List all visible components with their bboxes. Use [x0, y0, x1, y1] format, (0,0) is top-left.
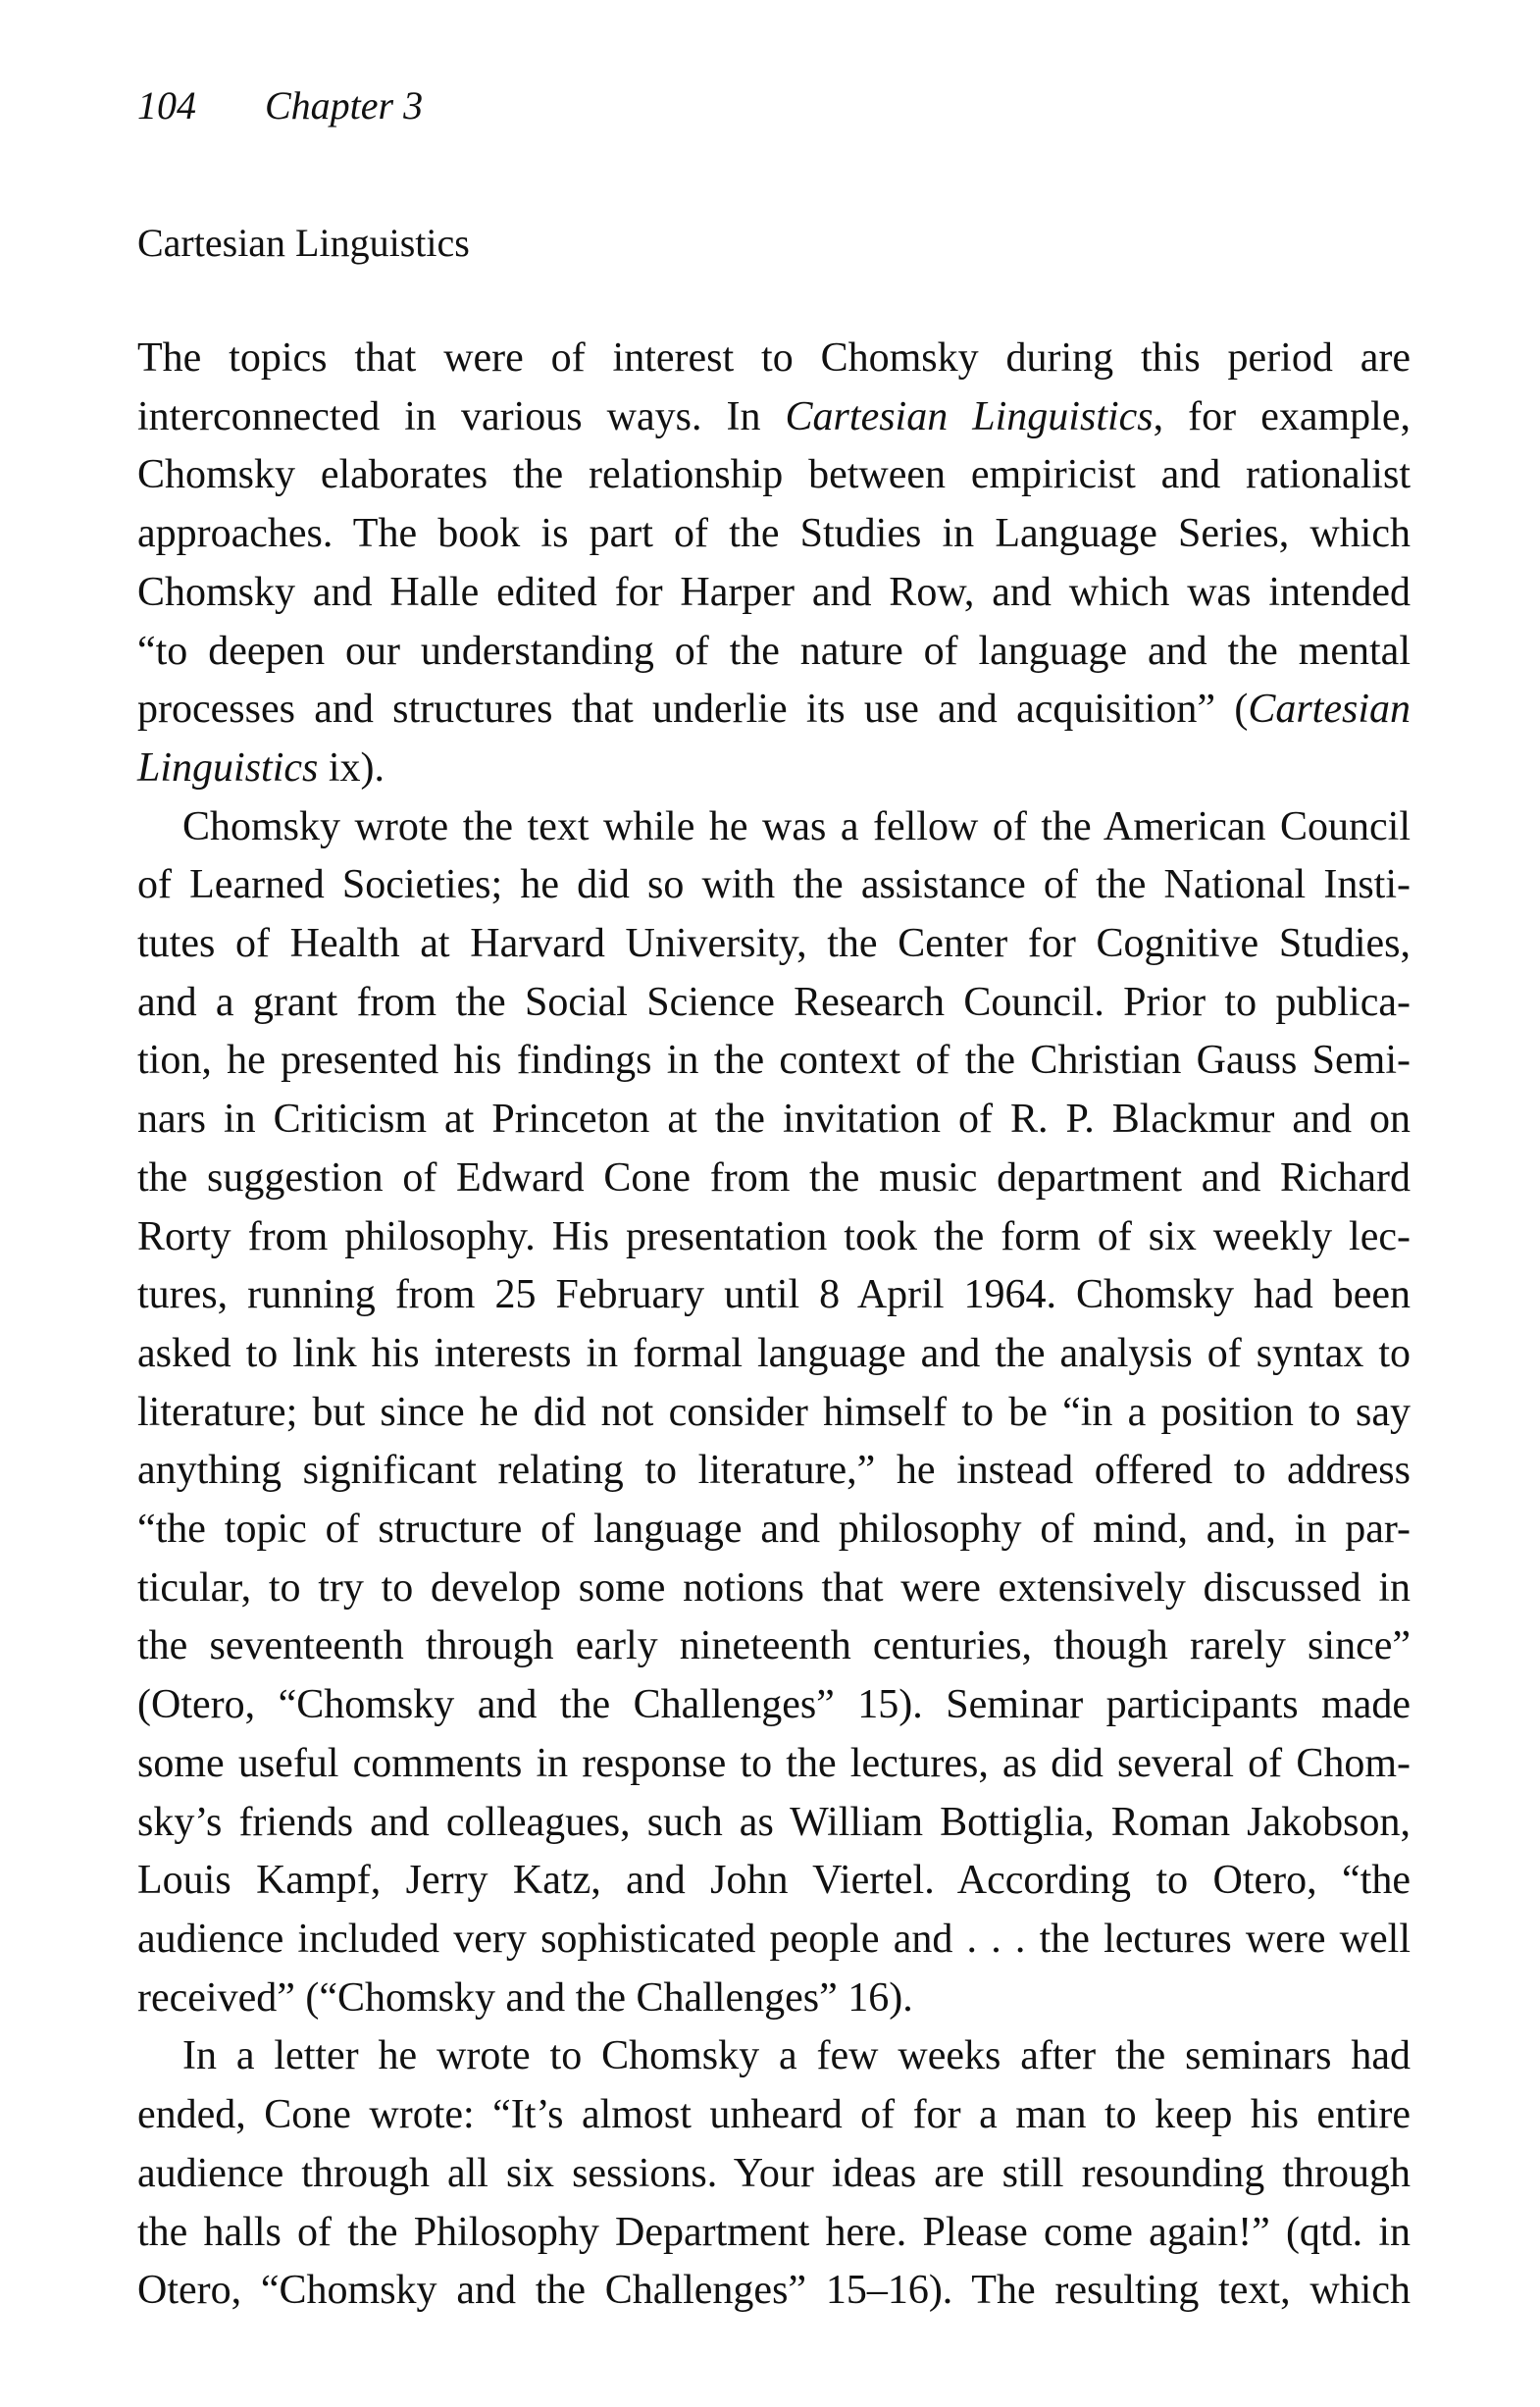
italic-title: Cartesian Linguistics — [785, 393, 1154, 439]
text-line: “to deepen our understanding of the nature of language and the mental — [137, 628, 1411, 674]
paragraph-1 — [137, 330, 1411, 798]
text-line: the seventeenth through early nineteenth centuries, though rarely since” — [137, 1623, 1411, 1669]
text-line: Rorty from philosophy. His presentation took the form of six weekly lec- — [137, 1213, 1411, 1259]
text-line: ticular, to try to develop some notions that were extensively discussed in — [137, 1564, 1411, 1611]
text-line: nars in Criticism at Princeton at the invitation of R. P. Blackmur and on — [137, 1097, 1411, 1143]
text-line: the suggestion of Edward Cone from the music department and Richard — [137, 1154, 1411, 1201]
text-line: Chomsky and Halle edited for Harper and Row, and which was intended — [137, 569, 1411, 615]
text-line: ended, Cone wrote: “It’s almost unheard of for a man to keep his entire — [137, 2092, 1411, 2138]
text-line: Linguistics ix). — [137, 744, 385, 791]
text-line: Chomsky wrote the text while he was a fellow of the American Council — [182, 803, 1411, 849]
text-line: interconnected in various ways. In Cartesian Linguistics, for example, — [137, 393, 1411, 439]
book-page — [137, 0, 1411, 2407]
text-line: audience included very sophisticated people and . . . the lectures were well — [137, 1916, 1411, 1962]
text-line: received” (“Chomsky and the Challenges” 16). — [137, 1974, 913, 2021]
text-line: literature; but since he did not consider himself to be “in a position to say — [137, 1389, 1411, 1435]
text-line: of Learned Societies; he did so with the assistance of the National Insti- — [137, 862, 1411, 908]
text-line: (Otero, “Chomsky and the Challenges” 15). Seminar participants made — [137, 1682, 1411, 1728]
section-heading: Cartesian Linguistics — [137, 221, 470, 265]
text-line: Louis Kampf, Jerry Katz, and John Viertel. According to Otero, “the — [137, 1858, 1411, 1904]
text-line: approaches. The book is part of the Studies in Language Series, which — [137, 511, 1411, 557]
text-line: and a grant from the Social Science Research Council. Prior to publica- — [137, 979, 1411, 1025]
text-line: some useful comments in response to the lectures, as did several of Chom- — [137, 1740, 1411, 1786]
text-line: tures, running from 25 February until 8 April 1964. Chomsky had been — [137, 1272, 1411, 1318]
text-line: the halls of the Philosophy Department here. Please come again!” (qtd. in — [137, 2209, 1411, 2255]
text-line: tutes of Health at Harvard University, the Center for Cognitive Studies, — [137, 921, 1411, 967]
text-line: audience through all six sessions. Your ideas are still resounding through — [137, 2150, 1411, 2196]
text-line: sky’s friends and colleagues, such as William Bottiglia, Roman Jakobson, — [137, 1799, 1411, 1845]
body-text — [137, 330, 1411, 2321]
italic-title: Linguistics — [137, 744, 319, 791]
text-line: Chomsky elaborates the relationship between empiricist and rationalist — [137, 452, 1411, 498]
text-line: tion, he presented his findings in the context of the Christian Gauss Semi- — [137, 1038, 1411, 1084]
text-line: In a letter he wrote to Chomsky a few weeks after the seminars had — [182, 2033, 1411, 2079]
italic-title: Cartesian — [1248, 687, 1411, 733]
text-line: The topics that were of interest to Chomsky during this period are — [137, 335, 1411, 381]
text-line: anything significant relating to literature,” he instead offered to address — [137, 1448, 1411, 1494]
text-line: “the topic of structure of language and philosophy of mind, and, in par- — [137, 1507, 1411, 1553]
chapter-title: Chapter 3 — [265, 83, 424, 128]
running-head — [137, 83, 424, 128]
paragraph-3 — [137, 2027, 1411, 2321]
text-line: Otero, “Chomsky and the Challenges” 15–16). The resulting text, which — [137, 2268, 1411, 2314]
text-line: asked to link his interests in formal language and the analysis of syntax to — [137, 1330, 1411, 1376]
paragraph-2 — [137, 798, 1411, 2028]
text-line: processes and structures that underlie its use and acquisition” (Cartesian — [137, 687, 1411, 733]
page-number: 104 — [137, 83, 196, 128]
